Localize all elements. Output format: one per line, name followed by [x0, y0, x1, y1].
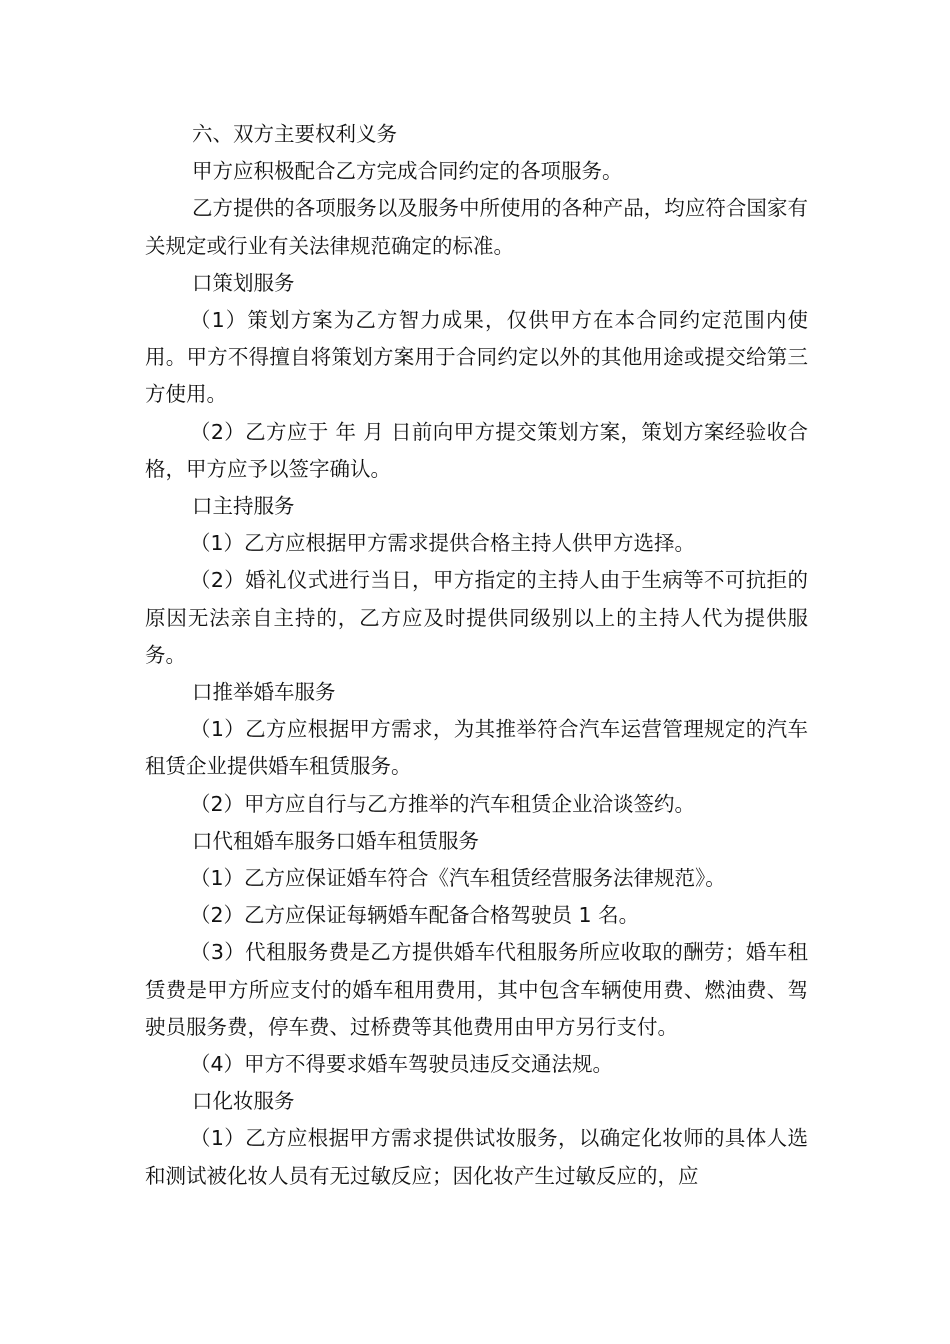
paragraph: 甲方应积极配合乙方完成合同约定的各项服务。 [192, 159, 623, 184]
clause: （2）乙方应于 年 月 日前向甲方提交策划方案，策划方案经验收合格，甲方应予以签字确认。 [145, 419, 808, 481]
clause: （1）乙方应根据甲方需求提供合格主持人供甲方选择。 [190, 531, 696, 556]
service-heading-makeup: 口化妆服务 [192, 1089, 295, 1114]
clause: （1）乙方应根据甲方需求，为其推举符合汽车运营管理规定的汽车租赁企业提供婚车租赁服务。 [145, 717, 808, 779]
clause: （1）乙方应根据甲方需求提供试妆服务，以确定化妆师的具体人选和测试被化妆人员有无过敏反应；因化妆产生过敏反应的，应 [145, 1126, 808, 1188]
clause: （2）乙方应保证每辆婚车配备合格驾驶员 1 名。 [190, 903, 640, 928]
clause: （2）婚礼仪式进行当日，甲方指定的主持人由于生病等不可抗拒的原因无法亲自主持的，乙方应及时提供同级别以上的主持人代为提供服务。 [145, 568, 808, 667]
clause: （4）甲方不得要求婚车驾驶员违反交通法规。 [190, 1052, 614, 1077]
document-page [145, 116, 808, 1195]
service-heading-car-recommend: 口推举婚车服务 [192, 680, 336, 705]
paragraph: 乙方提供的各项服务以及服务中所使用的各种产品，均应符合国家有关规定或行业有关法律规范确定的标准。 [145, 196, 808, 258]
service-heading-car-rental: 口代租婚车服务口婚车租赁服务 [192, 828, 479, 853]
clause: （1）乙方应保证婚车符合《汽车租赁经营服务法律规范》。 [190, 866, 726, 891]
service-heading-host: 口主持服务 [192, 494, 295, 519]
service-heading-planning: 口策划服务 [192, 270, 295, 295]
clause: （1）策划方案为乙方智力成果，仅供甲方在本合同约定范围内使用。甲方不得擅自将策划方案用于合同约定以外的其他用途或提交给第三方使用。 [145, 308, 808, 407]
clause: （2）甲方应自行与乙方推举的汽车租赁企业洽谈签约。 [190, 791, 696, 816]
section-heading: 六、双方主要权利义务 [192, 122, 397, 146]
clause: （3）代租服务费是乙方提供婚车代租服务所应收取的酬劳；婚车租赁费是甲方所应支付的婚车租用费用，其中包含车辆使用费、燃油费、驾驶员服务费，停车费、过桥费等其他费用由甲方另行支付。 [145, 940, 808, 1039]
